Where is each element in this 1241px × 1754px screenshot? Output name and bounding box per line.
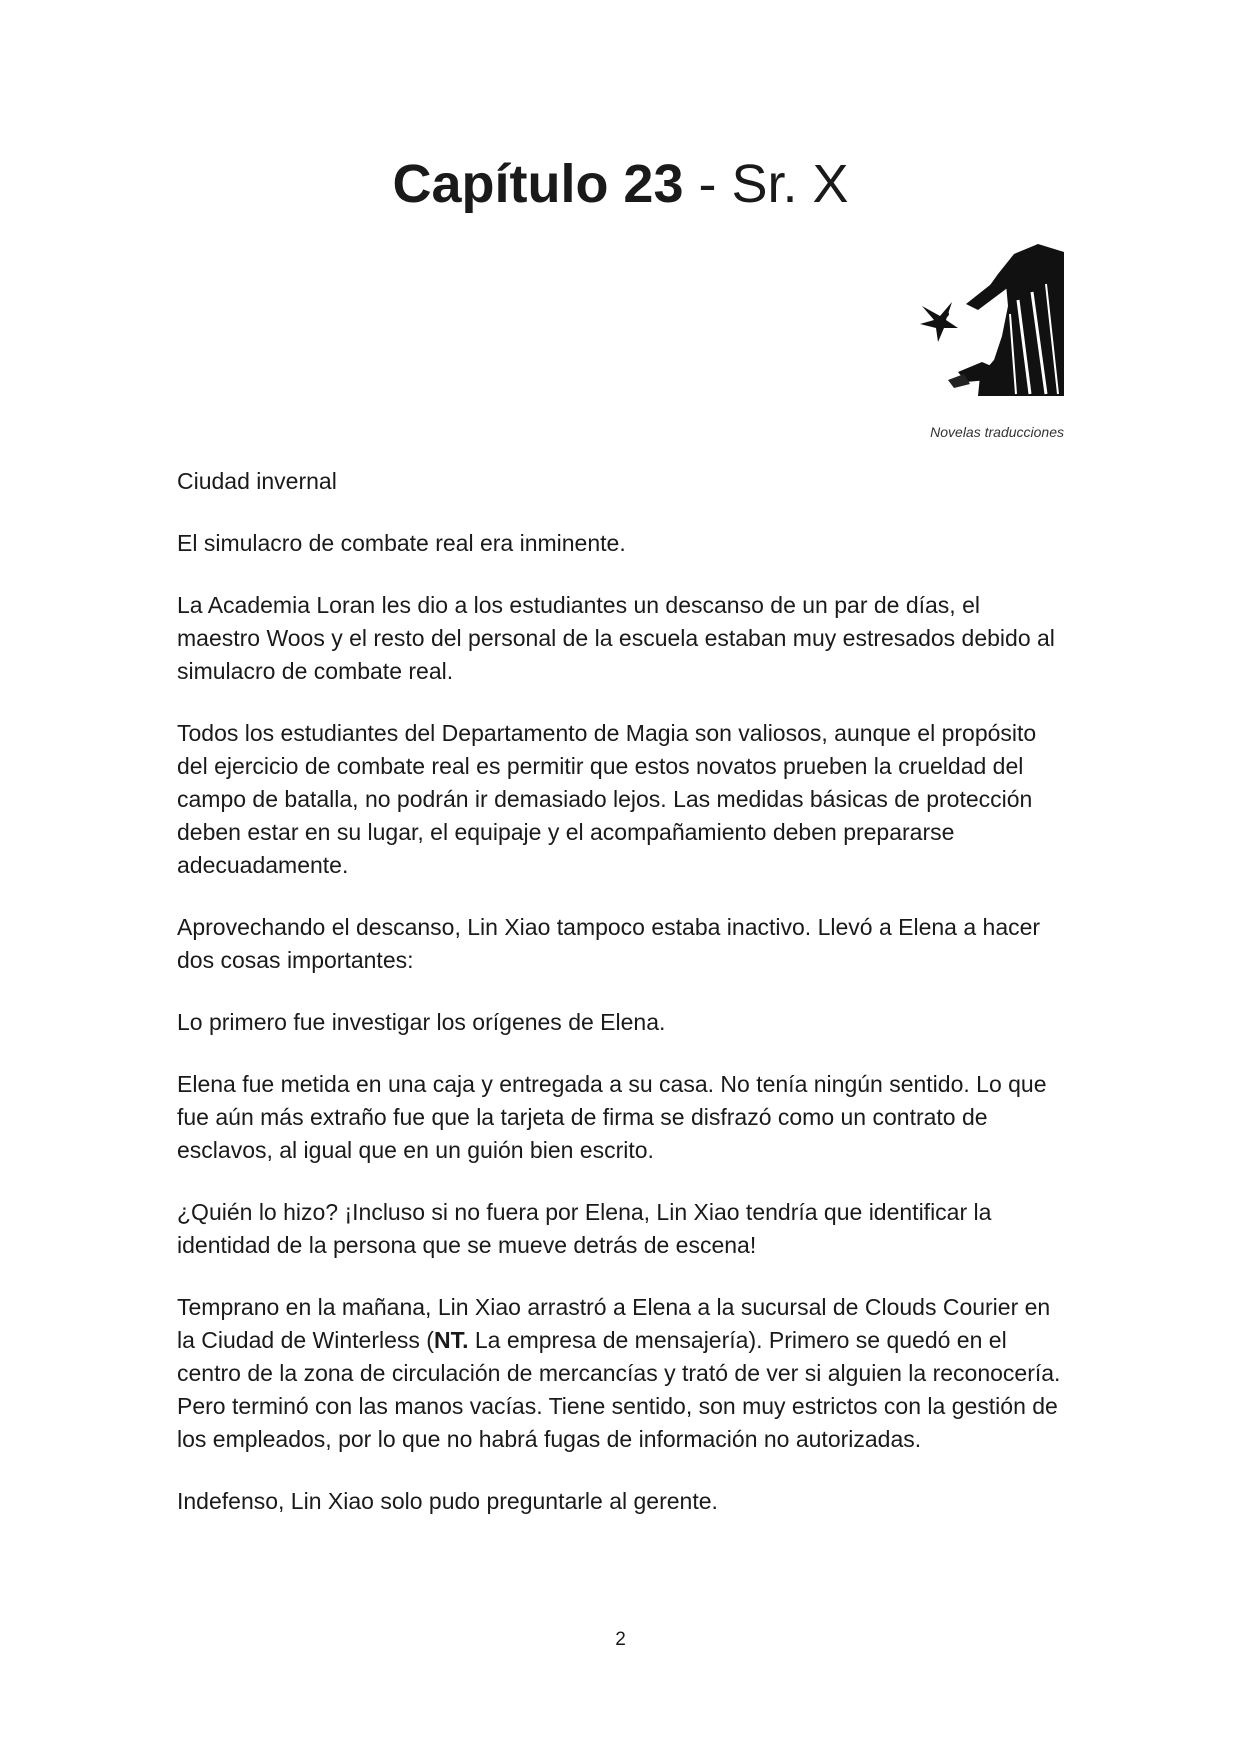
paragraph: Ciudad invernal [177, 468, 337, 494]
hooded-figure-with-bird-icon [918, 244, 1064, 396]
paragraph: El simulacro de combate real era inminente. [177, 530, 626, 556]
paragraph: La Academia Loran les dio a los estudiantes un descanso de un par de días, el maestro Woos y el resto del personal de la escuela estaban muy estresados debido al simulacro de combate real. [177, 592, 1055, 684]
chapter-name: Sr. X [731, 154, 849, 214]
paragraph: Lo primero fue investigar los orígenes de Elena. [177, 1009, 666, 1035]
courier-text-end: La empresa de mensajería). Primero se quedó en el centro de la zona de circulación de mercancías y trató de ver si alguien la reconocería. Pero terminó con las manos vacías. Tiene sentido, son muy estrictos con la gestión de los empleados, por lo que no habrá fugas de información no autorizadas. [177, 1327, 1061, 1452]
courier-paragraph [177, 1291, 1067, 1456]
courier-text-start: Temprano en la mañana, Lin Xiao arrastró a Elena a la sucursal de Clouds Courier en la Ciudad de Winterless ( [177, 1294, 1051, 1353]
logo-caption: Novelas traducciones [930, 424, 1064, 440]
title-separator: - [683, 154, 732, 214]
paragraph: Aprovechando el descanso, Lin Xiao tampoco estaba inactivo. Llevó a Elena a hacer dos cosas importantes: [177, 914, 1041, 973]
page-number: 2 [615, 1629, 626, 1650]
chapter-number: Capítulo 23 [392, 154, 684, 214]
paragraph: Indefenso, Lin Xiao solo pudo preguntarle al gerente. [177, 1488, 718, 1514]
chapter-body [177, 465, 1067, 1547]
paragraph: Elena fue metida en una caja y entregada a su casa. No tenía ningún sentido. Lo que fue aún más extraño fue que la tarjeta de firma se disfrazó como un contrato de esclavos, al igual que en un guión bien escrito. [177, 1071, 1047, 1163]
paragraph: Todos los estudiantes del Departamento de Magia son valiosos, aunque el propósito del ejercicio de combate real es permitir que estos novatos prueben la crueldad del campo de batalla, no podrán ir demasiado lejos. Las medidas básicas de protección deben estar en su lugar, el equipaje y el acompañamiento deben prepararse adecuadamente. [177, 720, 1037, 878]
chapter-title [0, 150, 1241, 218]
translator-note-label: NT. [433, 1327, 469, 1353]
paragraph: ¿Quién lo hizo? ¡Incluso si no fuera por Elena, Lin Xiao tendría que identificar la identidad de la persona que se mueve detrás de escena! [177, 1199, 992, 1258]
